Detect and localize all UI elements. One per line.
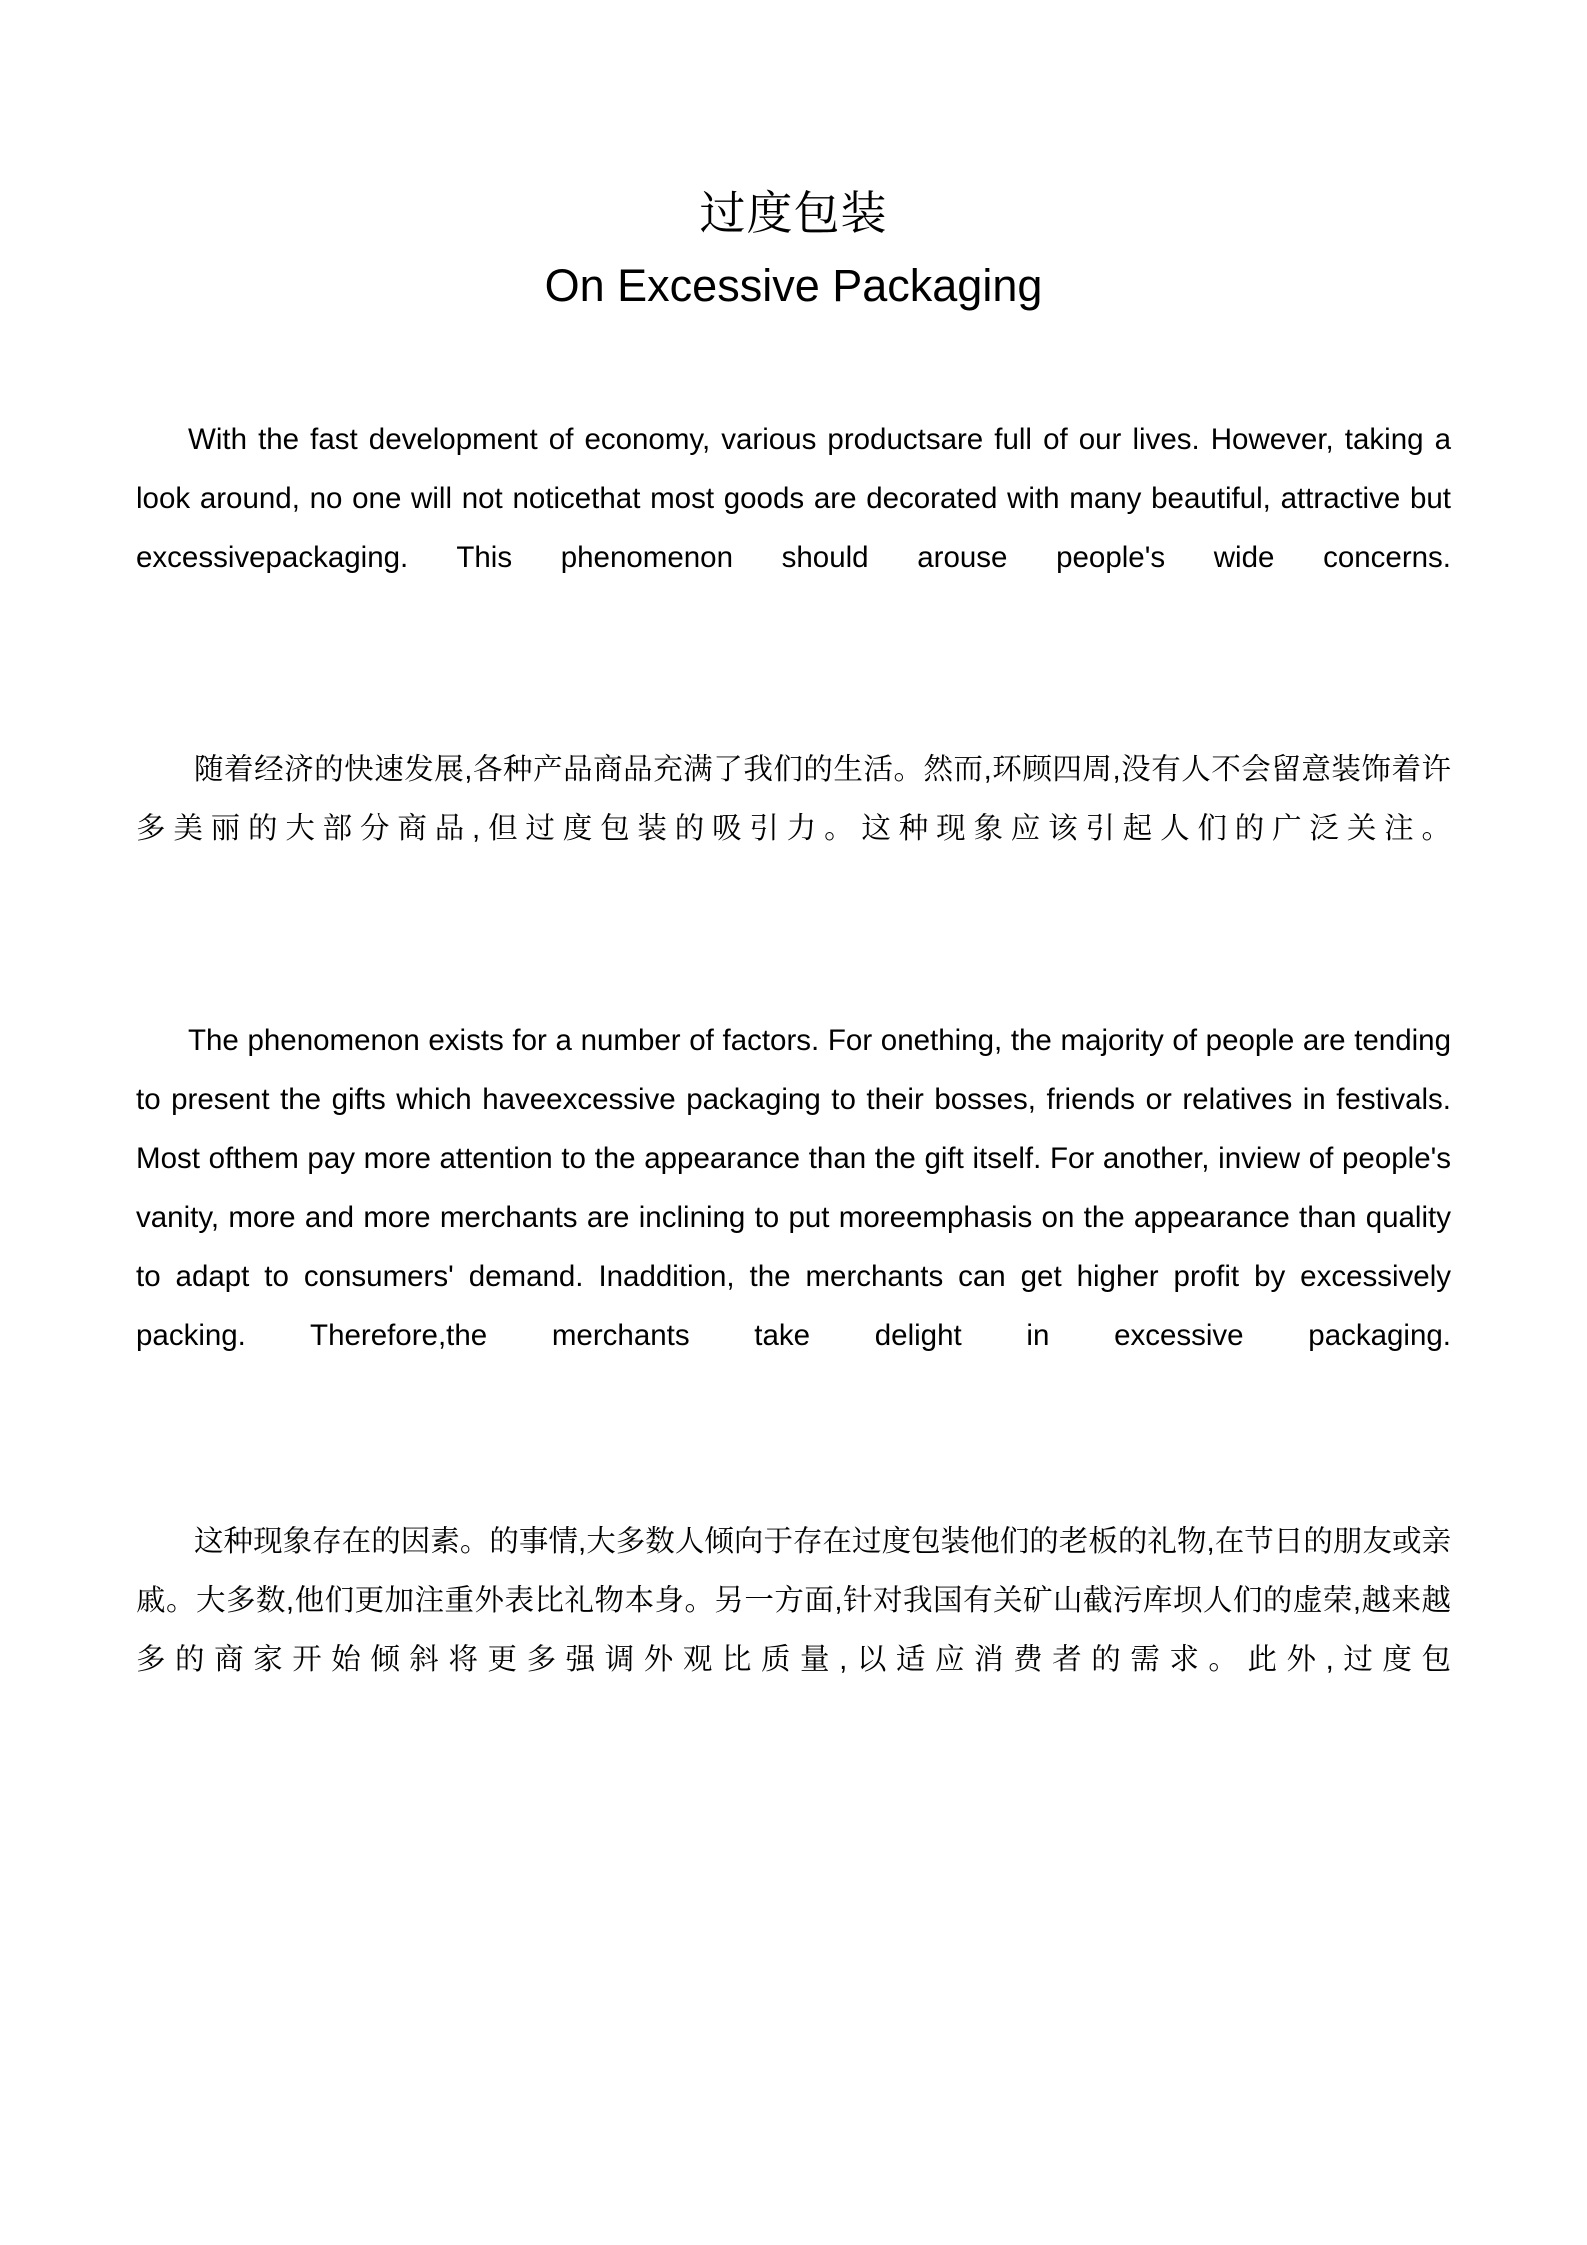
paragraph-chinese-1: 随着经济的快速发展,各种产品商品充满了我们的生活。然而,环顾四周,没有人不会留意装饰着许多美丽的大部分商品,但过度包装的吸引力。这种现象应该引起人们的广泛关注。	[136, 752, 1451, 845]
spacer-paragraph-3	[136, 1424, 1451, 1512]
document-title-block	[136, 0, 1451, 318]
spacer-paragraph-1	[136, 646, 1451, 740]
page-title-english: On Excessive Packaging	[544, 259, 1043, 311]
document-body	[136, 0, 1451, 1689]
spacer-paragraph-2	[136, 917, 1451, 1011]
page-title-chinese: 过度包装	[699, 187, 888, 239]
paragraph-english-1: With the fast development of economy, various productsare full of our lives. However, taking a look around, no one will not noticethat most goods are decorated with many beautiful, attractive but excessivepackaging. This phenomenon should arouse people's wide concerns.	[136, 422, 1451, 574]
paragraph-chinese-2: 这种现象存在的因素。的事情,大多数人倾向于存在过度包装他们的老板的礼物,在节日的朋友或亲戚。大多数,他们更加注重外表比礼物本身。另一方面,针对我国有关矿山截污库坝人们的虚荣,越来越多的商家开始倾斜将更多强调外观比质量,以适应消费者的需求。此外,过度包	[136, 1524, 1451, 1676]
paragraph-english-2: The phenomenon exists for a number of factors. For onething, the majority of people are tending to present the gifts which haveexcessive packaging to their bosses, friends or relatives in festivals. Most ofthem pay more attention to the appearance than the gift itself. For another, inview of people's vanity, more and more merchants are inclining to put moreemphasis on the appearance than quality to adapt to consumers' demand. Inaddition, the merchants can get higher profit by excessively packing. Therefore,the merchants take delight in excessive packaging.	[136, 1023, 1451, 1352]
spacer-after-title	[136, 318, 1451, 410]
